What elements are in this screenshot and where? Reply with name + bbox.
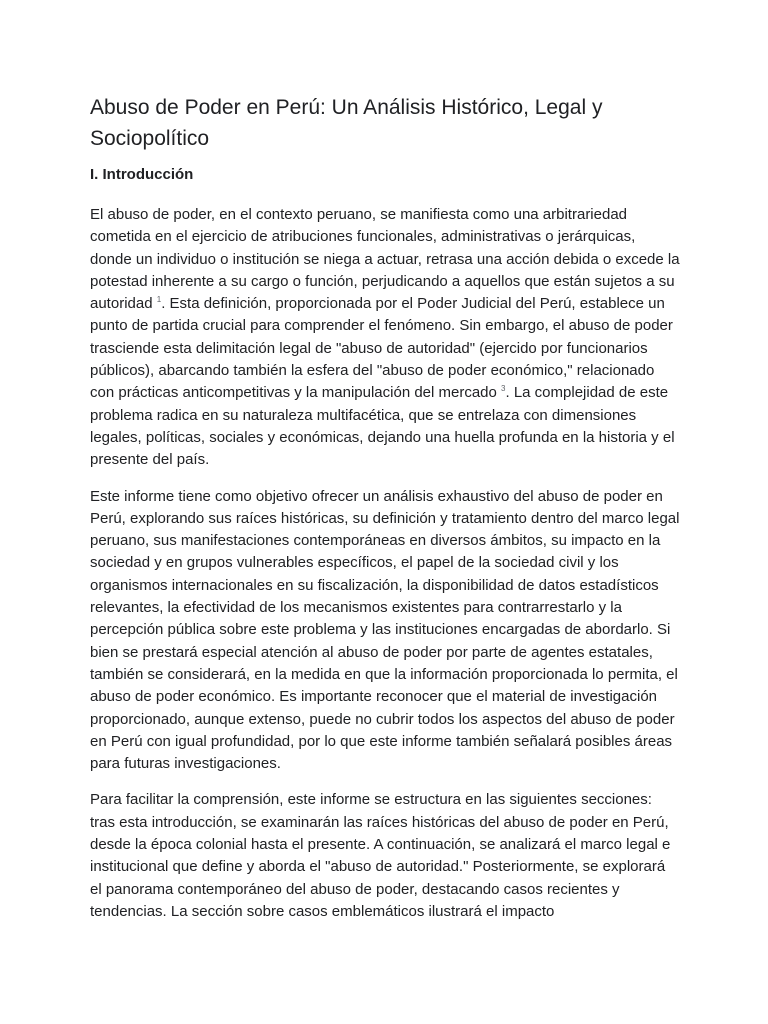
paragraph-2: Este informe tiene como objetivo ofrecer un análisis exhaustivo del abuso de poder en Perú, explorando sus raíces históricas, su definición y tratamiento dentro del marco legal peruano, sus manifestaciones contemporáneas en diversos ámbitos, su impacto en la sociedad y en grupos vulnerables específicos, el papel de la sociedad civil y los organismos internacionales en su fiscalización, la disponibilidad de datos estadísticos relevantes, la efectividad de los mecanismos existentes para contrarrestarlo y la percepción pública sobre este problema y las instituciones encargadas de abordarlo. Si bien se prestará especial atención al abuso de poder por parte de agentes estatales, también se considerará, en la medida en que la información proporcionada lo permita, el abuso de poder económico. Es importante reconocer que el material de investigación proporcionado, aunque extenso, puede no cubrir todos los aspectos del abuso de poder en Perú con igual profundidad, por lo que este informe también señalará posibles áreas para futuras investigaciones. [90, 487, 680, 773]
section-heading-introduccion: I. Introducción [90, 166, 194, 183]
paragraph-1-part-1: El abuso de poder, en el contexto peruano, se manifiesta como una arbitrariedad cometida en el ejercicio de atribuciones funcionales, administrativas o jerárquicas, donde un individuo o institución se niega a actuar, retrasa una acción debida o excede la potestad inherente a su cargo o función, perjudicando a aquellos que están sujetos a su autoridad [90, 206, 680, 313]
paragraph-3: Para facilitar la comprensión, este informe se estructura en las siguientes secciones: tras esta introducción, se examinarán las raíces históricas del abuso de poder en Perú, desde la época colonial hasta el presente. A continuación, se analizará el marco legal e institucional que define y aborda el "abuso de autoridad." Posteriormente, se explorará el panorama contemporáneo del abuso de poder, destacando casos recientes y tendencias. La sección sobre casos emblemáticos ilustrará el impacto [90, 791, 671, 920]
paragraph-1-part-3: . La complejidad de este problema radica en su naturaleza multifacética, que se entrelaza con dimensiones legales, políticas, sociales y económicas, dejando una huella profunda en la historia y el presente del país. [90, 384, 675, 469]
footnote-ref-1[interactable]: 1 [156, 295, 162, 305]
footnote-ref-3[interactable]: 3 [501, 384, 506, 394]
paragraph-1 [90, 204, 680, 472]
paragraph-1-part-2: . Esta definición, proporcionada por el Poder Judicial del Perú, establece un punto de partida crucial para comprender el fenómeno. Sin embargo, el abuso de poder trasciende esta delimitación legal de "abuso de autoridad" (ejercido por funcionarios públicos), abarcando también la esfera del "abuso de poder económico," relacionado con prácticas anticompetitivas y la manipulación del mercado [90, 295, 673, 402]
document-title: Abuso de Poder en Perú: Un Análisis Histórico, Legal y Sociopolítico [90, 96, 603, 150]
